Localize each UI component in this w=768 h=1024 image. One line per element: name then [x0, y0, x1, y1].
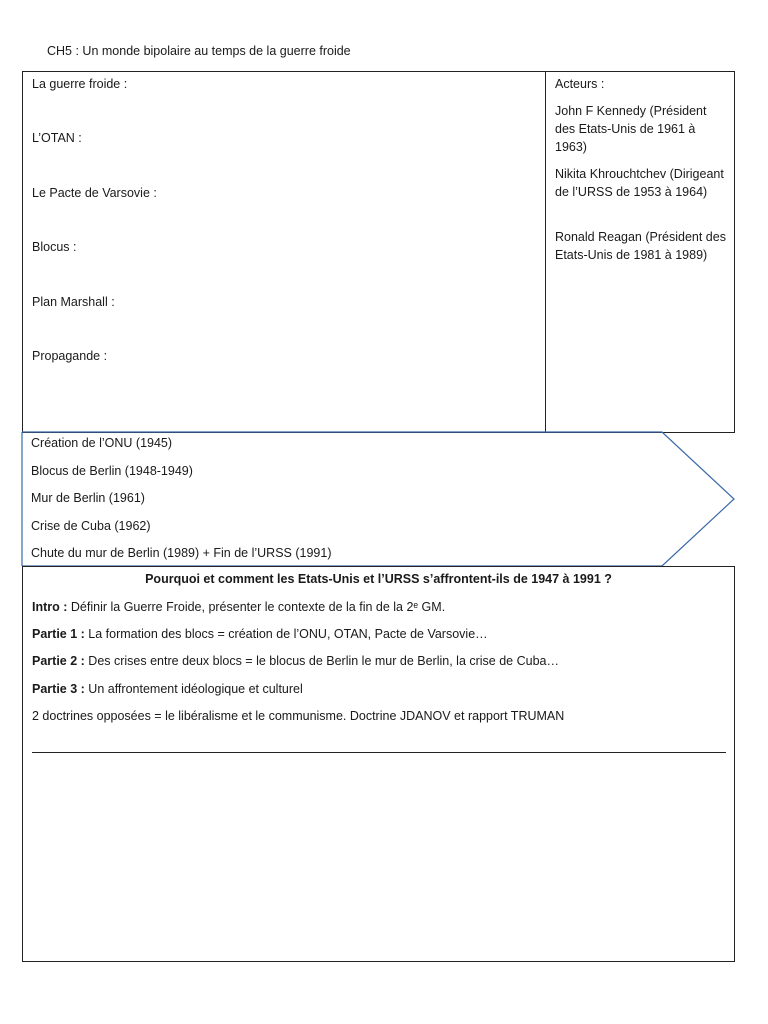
plan-part-1 — [32, 627, 488, 641]
plan-part-3-text: Un affrontement idéologique et culturel — [84, 682, 303, 696]
writing-rule — [32, 752, 726, 753]
timeline-event-onu: Création de l’ONU (1945) — [31, 436, 173, 450]
plan-part-3 — [32, 682, 303, 696]
term-blocus: Blocus : — [32, 240, 77, 254]
actors-title: Acteurs : — [555, 77, 605, 91]
term-pacte-varsovie: Le Pacte de Varsovie : — [32, 186, 157, 200]
plan-part-1-label: Partie 1 : — [32, 627, 85, 641]
problem-question: Pourquoi et comment les Etats-Unis et l’URSS s’affrontent-ils de 1947 à 1991 ? — [145, 572, 612, 586]
plan-part-1-text: La formation des blocs = création de l’ONU, OTAN, Pacte de Varsovie… — [84, 627, 488, 641]
plan-doctrines: 2 doctrines opposées = le libéralisme et le communisme. Doctrine JDANOV et rapport TRUMAN — [32, 709, 565, 723]
actor-kennedy: John F Kennedy (Président des Etats-Unis de 1961 à 1963) — [555, 104, 707, 154]
plan-part-2-label: Partie 2 : — [32, 654, 85, 668]
timeline — [0, 432, 768, 566]
plan-box — [22, 566, 735, 962]
plan-part-2 — [32, 654, 559, 668]
plan-intro-text: Définir la Guerre Froide, présenter le contexte de la fin de la 2ᵉ GM. — [67, 600, 446, 614]
timeline-event-crise-cuba: Crise de Cuba (1962) — [31, 519, 151, 533]
definitions-box — [22, 71, 546, 433]
plan-intro-label: Intro : — [32, 600, 68, 614]
term-guerre-froide: La guerre froide : — [32, 77, 128, 91]
timeline-event-mur-berlin: Mur de Berlin (1961) — [31, 491, 145, 505]
term-otan: L’OTAN : — [32, 131, 82, 145]
actor-reagan: Ronald Reagan (Président des Etats-Unis de 1981 à 1989) — [555, 230, 726, 262]
page-title: CH5 : Un monde bipolaire au temps de la guerre froide — [47, 44, 351, 58]
plan-intro — [32, 600, 445, 614]
timeline-event-blocus-berlin: Blocus de Berlin (1948-1949) — [31, 464, 193, 478]
plan-part-2-text: Des crises entre deux blocs = le blocus de Berlin le mur de Berlin, la crise de Cuba… — [84, 654, 559, 668]
actor-khrouchtchev: Nikita Khrouchtchev (Dirigeant de l’URSS de 1953 à 1964) — [555, 167, 724, 199]
actors-box — [545, 71, 735, 433]
timeline-event-chute-mur: Chute du mur de Berlin (1989) + Fin de l’URSS (1991) — [31, 546, 332, 560]
term-propagande: Propagande : — [32, 349, 108, 363]
term-plan-marshall: Plan Marshall : — [32, 295, 115, 309]
plan-part-3-label: Partie 3 : — [32, 682, 85, 696]
